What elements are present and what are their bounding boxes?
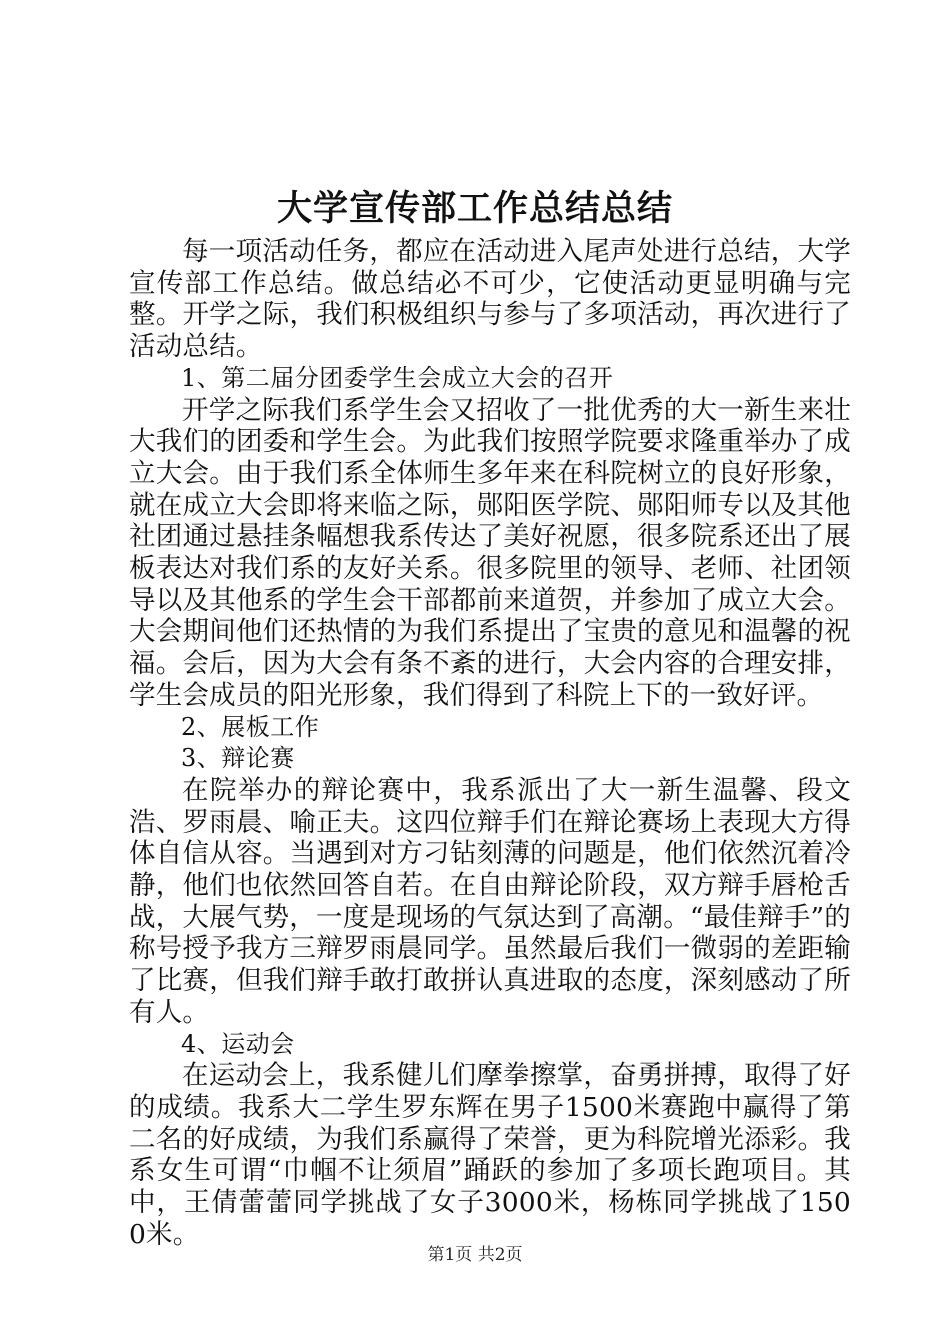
section-heading-2: 2、展板工作 [181, 712, 320, 741]
section-heading-3: 3、辩论赛 [181, 744, 295, 773]
paragraph-section-3: 在院举办的辩论赛中，我系派出了大一新生温馨、段文浩、罗雨晨、喻正夫。这四位辩手们在辩论赛场上表现大方得体自信从容。当遇到对方刁钻刻薄的问题是，他们依然沉着冷静，他们也依然回答自若。在自由辩论阶段，双方辩手唇枪舌战，大展气势，一度是现场的气氛达到了高潮。“最佳辩手”的称号授予我方三辩罗雨晨同学。虽然最后我们一微弱的差距输了比赛，但我们辩手敢打敢拼认真进取的态度，深刻感动了所有人。 [129, 774, 851, 1028]
document-body [129, 236, 851, 1251]
paragraph-section-1: 开学之际我们系学生会又招收了一批优秀的大一新生来壮大我们的团委和学生会。为此我们按照学院要求隆重举办了成立大会。由于我们系全体师生多年来在科院树立的良好形象，就在成立大会即将来临之际，郧阳医学院、郧阳师专以及其他社团通过悬挂条幅想我系传达了美好祝愿，很多院系还出了展板表达对我们系的友好关系。很多院里的领导、老师、社团领导以及其他系的学生会干部都前来道贺，并参加了成立大会。大会期间他们还热情的为我们系提出了宝贵的意见和温馨的祝福。会后，因为大会有条不紊的进行，大会内容的合理安排，学生会成员的阳光形象，我们得到了科院上下的一致好评。 [129, 394, 851, 711]
paragraph-section-4: 在运动会上，我系健儿们摩拳擦掌，奋勇拼搏，取得了好的成绩。我系大二学生罗东辉在男子1500米赛跑中赢得了第二名的好成绩，为我们系赢得了荣誉，更为科院增光添彩。我系女生可谓“巾帼不让须眉”踊跃的参加了多项长跑项目。其中，王倩蕾蕾同学挑战了女子3000米，杨栋同学挑战了1500米。 [129, 1060, 851, 1250]
paragraph-intro: 每一项活动任务，都应在活动进入尾声处进行总结，大学宣传部工作总结。做总结必不可少，它使活动更显明确与完整。开学之际，我们积极组织与参与了多项活动，再次进行了活动总结。 [129, 236, 851, 363]
page-footer: 第1页 共2页 [427, 1245, 523, 1265]
document-title: 大学宣传部工作总结总结 [276, 188, 673, 229]
section-heading-1: 1、第二届分团委学生会成立大会的召开 [181, 363, 614, 392]
section-heading-4: 4、运动会 [181, 1029, 295, 1058]
